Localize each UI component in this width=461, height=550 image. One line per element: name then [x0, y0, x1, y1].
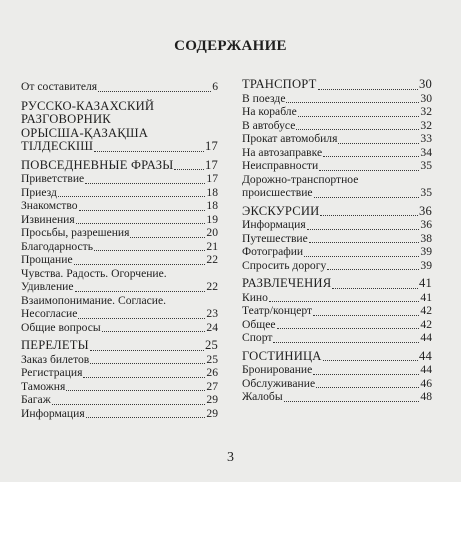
toc-entry: Неисправности 35 [242, 159, 432, 172]
toc-entry: Багаж 29 [21, 393, 218, 406]
page-number: 3 [227, 450, 234, 465]
toc-entry: Удивление 22 [21, 280, 218, 293]
toc-entry: Путешествие 38 [242, 231, 432, 245]
toc-entry: Бронирование 44 [242, 363, 432, 376]
toc-section-heading: ТРАНСПОРТ 30 [242, 77, 432, 91]
toc-entry: Информация 36 [242, 218, 432, 231]
toc-section-heading: ПЕРЕЛЕТЫ 25 [21, 338, 218, 352]
toc-entry: Спорт 44 [242, 331, 432, 344]
toc-entry: В поезде 30 [242, 91, 432, 105]
toc-entry: Благодарность 21 [21, 239, 218, 253]
toc-section-heading: ЭКСКУРСИИ 36 [242, 203, 432, 218]
toc-entry: Несогласие 23 [21, 307, 218, 320]
toc-section-phrasebook: РУССКО-КАЗАХСКИЙ РАЗГОВОРНИК ОРЫСША-ҚАЗАҚША ТІЛДЕСКІШ 17 [21, 98, 218, 153]
toc-entry-line: Дорожно-транспортное [242, 172, 359, 186]
toc-entry: Извинения 19 [21, 212, 218, 226]
toc-left-column [21, 78, 218, 420]
toc-entry: Жалобы 48 [242, 390, 432, 403]
toc-section-heading: ГОСТИНИЦА 44 [242, 348, 432, 363]
toc-entry: Таможня 27 [21, 379, 218, 393]
toc-entry-line: Взаимопонимание. Согласие. [21, 293, 166, 307]
toc-entry: Обслуживание 46 [242, 376, 432, 390]
toc-entry: Театр/концерт 42 [242, 304, 432, 317]
toc-entry: Приветствие 17 [21, 172, 218, 185]
toc-entry: Приезд 18 [21, 185, 218, 199]
toc-entry: Информация 29 [21, 406, 218, 420]
toc-entry: Спросить дорогу 39 [242, 258, 432, 272]
toc-entry: На автозаправке 34 [242, 145, 432, 159]
toc-entry: Заказ билетов 25 [21, 352, 218, 366]
toc-entry: Знакомство 18 [21, 199, 218, 212]
toc-entry: Регистрация 26 [21, 366, 218, 379]
toc-entry: Фотографии 39 [242, 245, 432, 258]
toc-section-heading: РАЗВЛЕЧЕНИЯ 41 [242, 276, 432, 290]
toc-entry: Кино 41 [242, 290, 432, 304]
toc-right-column [242, 78, 432, 404]
toc-entry: Просьбы, разрешения 20 [21, 226, 218, 239]
toc-entry: В автобусе 32 [242, 118, 432, 132]
toc-entry: На корабле 32 [242, 105, 432, 118]
toc-entry: Прощание 22 [21, 253, 218, 266]
toc-section-heading: ПОВСЕДНЕВНЫЕ ФРАЗЫ 17 [21, 157, 218, 172]
toc-entry: происшествие 35 [242, 186, 432, 199]
toc-entry: От составителя 6 [21, 80, 218, 93]
page-title: СОДЕРЖАНИЕ [174, 38, 287, 54]
toc-entry: Прокат автомобиля 33 [242, 132, 432, 145]
toc-entry: Общие вопросы 24 [21, 320, 218, 334]
toc-entry-line: Чувства. Радость. Огорчение. [21, 266, 167, 280]
toc-entry: Общее 42 [242, 317, 432, 331]
